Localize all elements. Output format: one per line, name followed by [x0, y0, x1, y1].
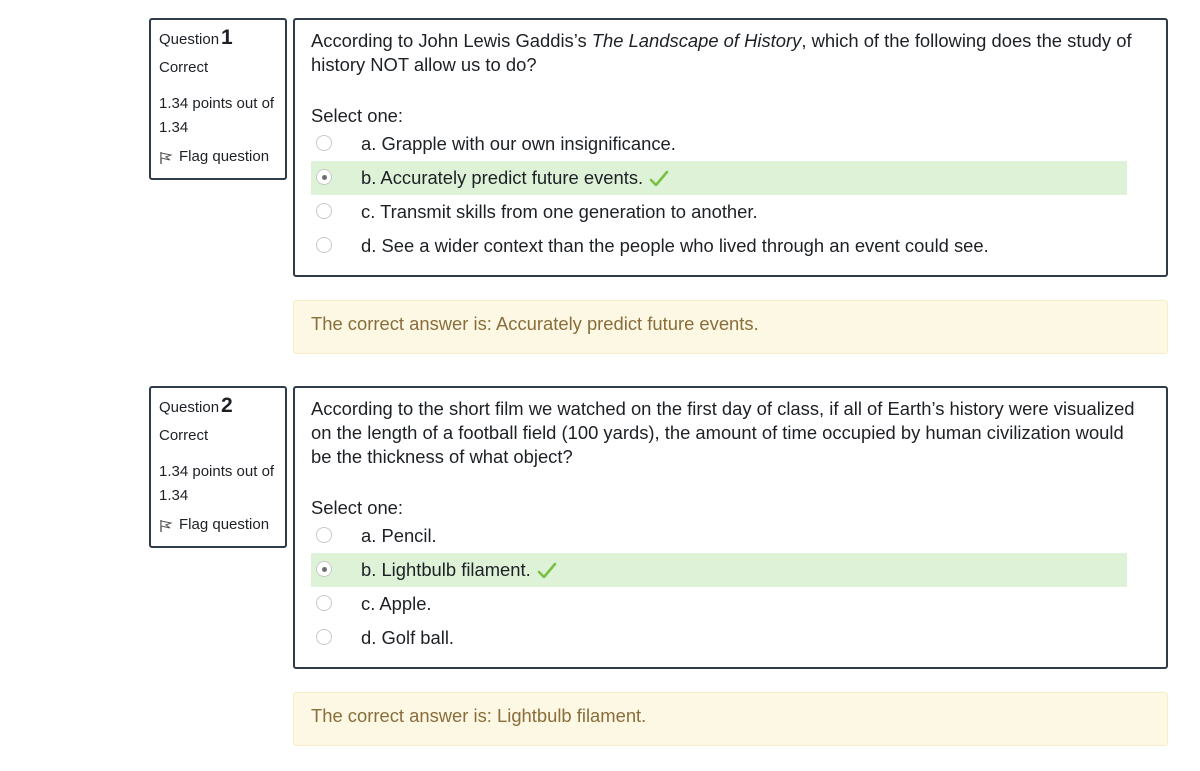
radio-button[interactable] [316, 595, 332, 611]
radio-button[interactable] [316, 203, 332, 219]
answer-list [311, 127, 1127, 263]
flag-question-label: Flag question [179, 516, 270, 533]
radio-button[interactable] [316, 527, 332, 543]
answer-option-a[interactable]: a. Grapple with our own insignificance. [311, 127, 1127, 161]
question-text: According to John Lewis Gaddis’s The Landscape of History, which of the following does the study of history NOT allow us to do? [311, 30, 1132, 75]
correct-answer-feedback [293, 300, 1168, 354]
feedback-text: The correct answer is: Lightbulb filament. [311, 705, 647, 726]
question-info-1 [149, 18, 287, 180]
answer-option-c[interactable]: c. Apple. [311, 587, 1127, 621]
answer-option-d[interactable]: d. Golf ball. [311, 621, 1127, 655]
question-info-2 [149, 386, 287, 548]
flag-icon [159, 151, 173, 165]
question-number-value: 1 [221, 26, 233, 49]
answer-option-a[interactable]: a. Pencil. [311, 519, 1127, 553]
question-grade: 1.34 points out of 1.34 [159, 463, 275, 504]
radio-button[interactable] [316, 135, 332, 151]
radio-button[interactable] [316, 169, 332, 185]
answer-option-d[interactable]: d. See a wider context than the people who lived through an event could see. [311, 229, 1127, 263]
flag-question-button[interactable] [159, 516, 285, 533]
question-grade: 1.34 points out of 1.34 [159, 95, 275, 136]
flag-question-label: Flag question [179, 148, 270, 165]
answer-option-b[interactable]: b. Lightbulb filament. [311, 553, 1127, 587]
question-state: Correct [159, 59, 209, 76]
question-state: Correct [159, 427, 209, 444]
checkmark-icon [537, 562, 557, 580]
flag-question-button[interactable] [159, 148, 285, 165]
select-one-prompt: Select one: [311, 497, 404, 518]
question-text: According to the short film we watched on the first day of class, if all of Earth’s history were visualized on the length of a football field (100 yards), the amount of time occupied by human civilization would be the thickness of what object? [311, 398, 1135, 467]
question-number: Question2 [159, 394, 233, 417]
answer-option-c[interactable]: c. Transmit skills from one generation to another. [311, 195, 1127, 229]
correct-answer-feedback [293, 692, 1168, 746]
radio-button[interactable] [316, 561, 332, 577]
checkmark-icon [649, 170, 669, 188]
radio-button[interactable] [316, 629, 332, 645]
feedback-text: The correct answer is: Accurately predict future events. [311, 313, 759, 334]
question-number-value: 2 [221, 394, 233, 417]
select-one-prompt: Select one: [311, 105, 404, 126]
question-number: Question1 [159, 26, 233, 49]
answer-list [311, 519, 1127, 655]
flag-icon [159, 519, 173, 533]
question-content-2 [293, 386, 1168, 669]
radio-button[interactable] [316, 237, 332, 253]
question-content-1 [293, 18, 1168, 277]
answer-option-b[interactable]: b. Accurately predict future events. [311, 161, 1127, 195]
